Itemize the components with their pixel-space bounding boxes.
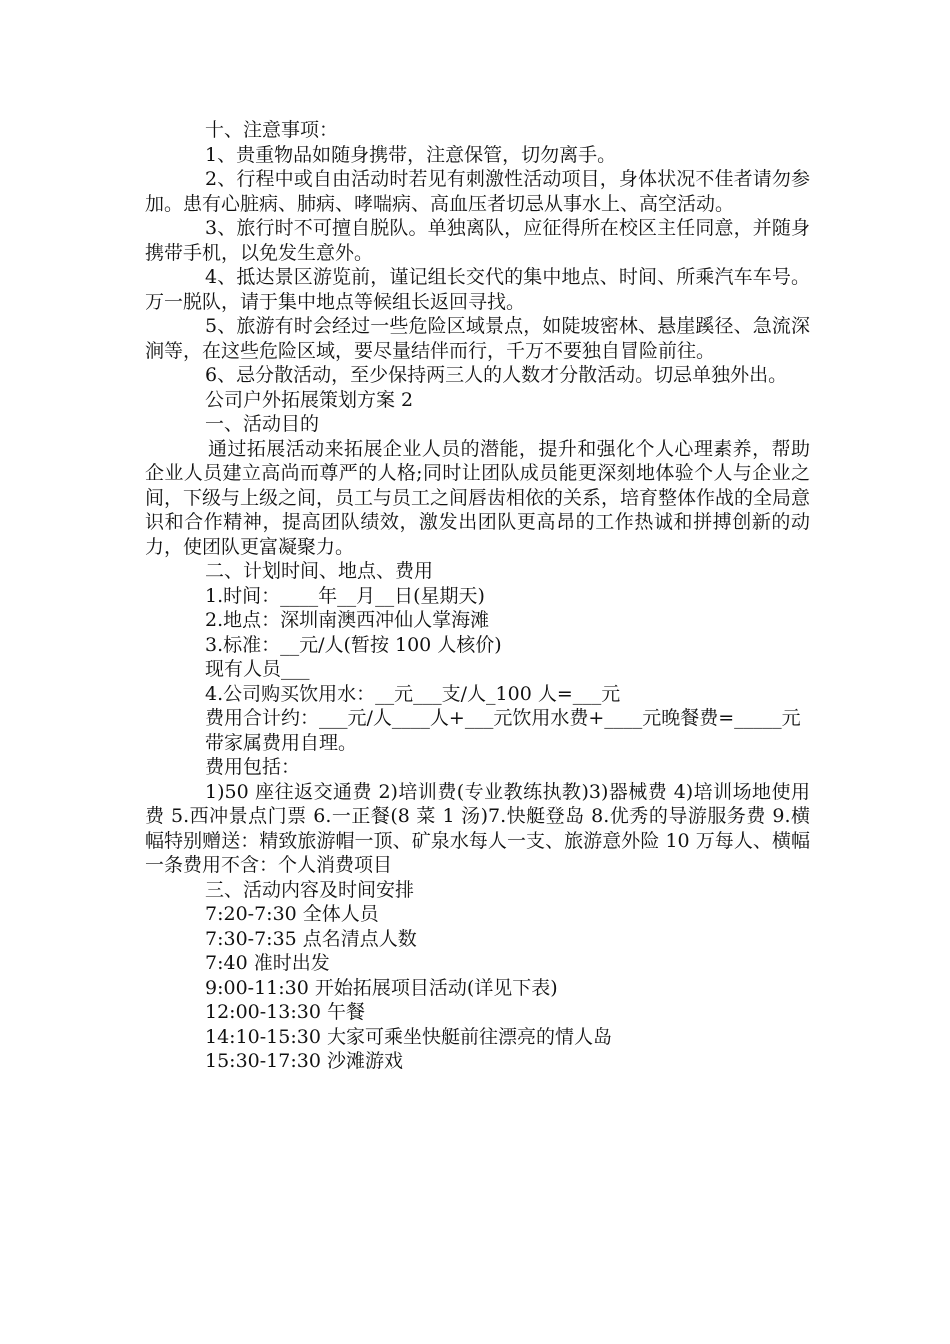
includes-heading: 费用包括： <box>205 756 301 778</box>
precaution-item: 6、忌分散活动，至少保持两三人的人数才分散活动。切忌单独外出。 <box>205 364 788 386</box>
schedule-item: 12:00-13:30 午餐 <box>205 1001 365 1023</box>
plan-water-cost: 4.公司购买饮用水：__元___支/人_100 人=___元 <box>205 682 621 705</box>
precaution-item: 3、旅行时不可擅自脱队。单独离队，应征得所在校区主任同意，并随身携带手机，以免发生意外。 <box>145 217 810 264</box>
section-heading-schedule: 三、活动内容及时间安排 <box>205 878 415 901</box>
includes-paragraph: 1)50 座往返交通费 2)培训费(专业教练执教)3)器械费 4)培训场地使用费 5.西冲景点门票 6.一正餐(8 菜 1 汤)7.快艇登岛 8.优秀的导游服务费 9.横幅特别赠送：精致旅游帽一顶、矿泉水每人一支、旅游意外险 10 万每人、横幅一条费用不含：个人消费项目 <box>145 780 810 876</box>
schedule-item: 15:30-17:30 沙滩游戏 <box>205 1050 403 1072</box>
plan-family-note: 带家属费用自理。 <box>205 731 358 754</box>
plan-current-staff: 现有人员___ <box>205 658 310 680</box>
plan-standard: 3.标准：__元/人(暂按 100 人核价) <box>205 633 502 656</box>
plan-total-cost: 费用合计约：___元/人____人+___元饮用水费+____元晚餐费=_____元 <box>205 707 801 729</box>
plan-place: 2.地点：深圳南澳西冲仙人掌海滩 <box>205 609 490 631</box>
section-heading-precautions: 十、注意事项： <box>205 119 339 141</box>
section-heading-plan: 二、计划时间、地点、费用 <box>205 560 434 582</box>
precaution-item: 5、旅游有时会经过一些危险区域景点，如陡坡密林、悬崖蹊径、急流深涧等，在这些危险区域，要尽量结伴而行，千万不要独自冒险前往。 <box>145 315 810 362</box>
precaution-item: 4、抵达景区游览前，谨记组长交代的集中地点、时间、所乘汽车车号。万一脱队，请于集中地点等候组长返回寻找。 <box>145 266 810 313</box>
schedule-item: 9:00-11:30 开始拓展项目活动(详见下表) <box>205 976 558 999</box>
section-heading-purpose: 一、活动目的 <box>205 413 320 435</box>
schedule-item: 7:30-7:35 点名清点人数 <box>205 927 417 950</box>
precaution-item: 2、行程中或自由活动时若见有刺激性活动项目，身体状况不佳者请勿参加。患有心脏病、肺病、哮喘病、高血压者切忌从事水上、高空活动。 <box>145 168 810 215</box>
schedule-item: 7:40 准时出发 <box>205 952 330 974</box>
plan-time: 1.时间：____年__月__日(星期天) <box>205 584 485 607</box>
plan-title: 公司户外拓展策划方案 2 <box>205 388 414 411</box>
purpose-paragraph: 通过拓展活动来拓展企业人员的潜能，提升和强化个人心理素养，帮助企业人员建立高尚而尊严的人格;同时让团队成员能更深刻地体验个人与企业之间，下级与上级之间，员工与员工之间唇齿相依的关系，培育整体作战的全局意识和合作精神，提高团队绩效，激发出团队更高昂的工作热诚和拼搏创新的动力，使团队更富凝聚力。 <box>145 437 811 558</box>
schedule-item: 14:10-15:30 大家可乘坐快艇前往漂亮的情人岛 <box>205 1025 612 1048</box>
schedule-item: 7:20-7:30 全体人员 <box>205 903 379 925</box>
document-body <box>145 118 810 1074</box>
precaution-item: 1、贵重物品如随身携带，注意保管，切勿离手。 <box>205 143 617 166</box>
